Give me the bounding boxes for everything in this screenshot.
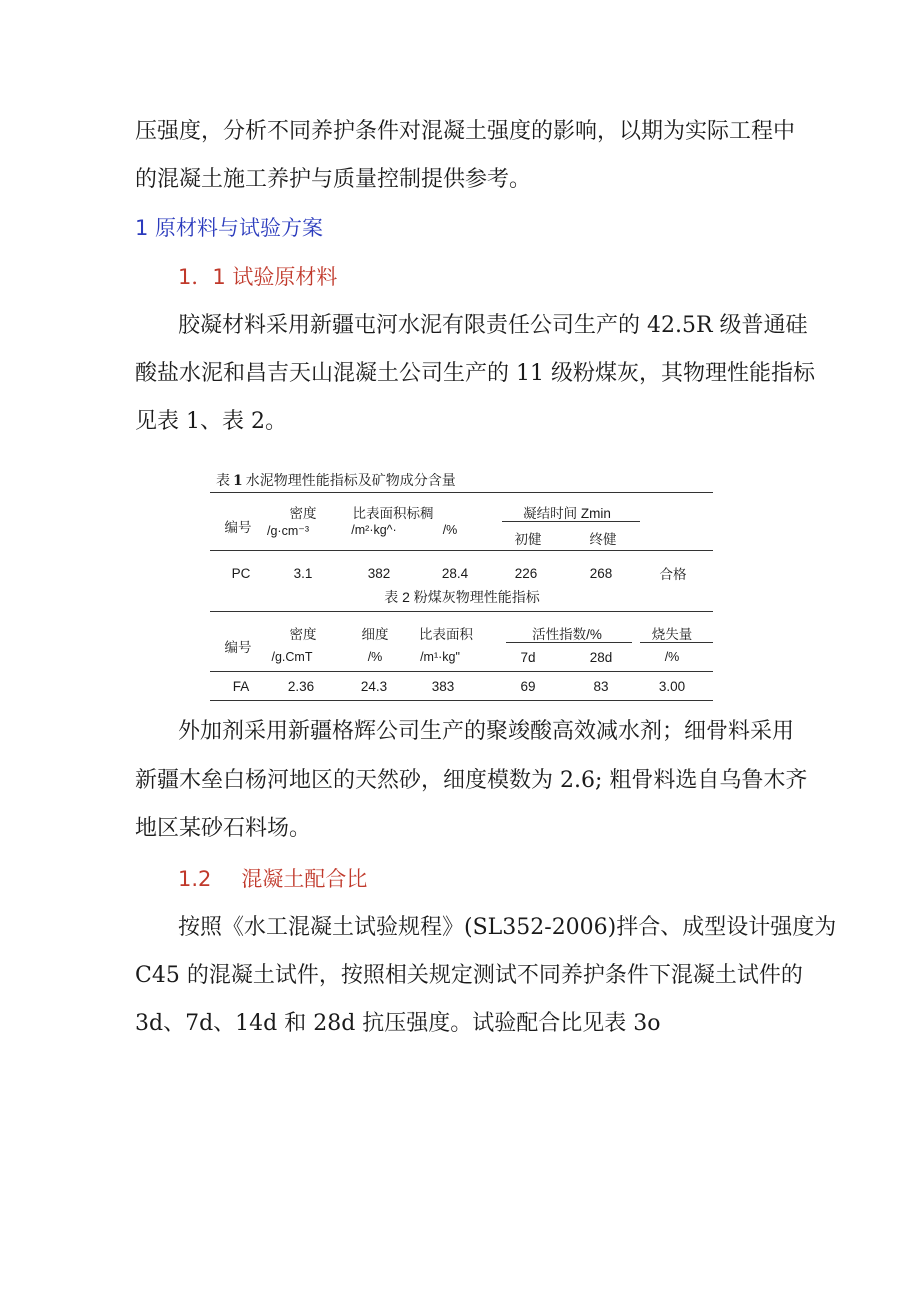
table-2-caption: 表 2 粉煤灰物理性能指标 xyxy=(384,589,540,605)
paragraph-line: C45 的混凝土试件，按照相关规定测试不同养护条件下混凝土试件的 xyxy=(135,963,803,988)
paragraph-line: 按照《水工混凝土试验规程》(SL352-2006)拌合、成型设计强度为 xyxy=(178,915,837,940)
header-fineness: 细度 xyxy=(361,627,389,642)
cell-final: 268 xyxy=(589,566,613,581)
header-code: 编号 xyxy=(224,520,252,535)
header-density: 密度 xyxy=(289,506,317,521)
header-28d: 28d xyxy=(589,650,613,665)
header-density-unit: /g·cm⁻³ xyxy=(266,524,310,538)
cell-density: 2.36 xyxy=(287,679,315,694)
cell-fineness: 24.3 xyxy=(360,679,388,694)
paragraph-line: 的混凝土施工养护与质量控制提供参考。 xyxy=(135,167,532,192)
table-rule xyxy=(210,611,713,612)
paragraph-line: 新疆木垒白杨河地区的天然砂，细度模数为 2.6; 粗骨料选自乌鲁木齐 xyxy=(135,768,808,793)
paragraph-line: 见表 1、表 2。 xyxy=(135,409,287,434)
header-initial: 初健 xyxy=(514,532,542,547)
header-surface: 比表面积 xyxy=(419,627,473,642)
cell-code: PC xyxy=(231,566,251,581)
cell-surface: 382 xyxy=(367,566,391,581)
paragraph-line: 外加剂采用新疆格辉公司生产的聚竣酸高效减水剂；细骨料采用 xyxy=(178,719,795,744)
cell-7d: 69 xyxy=(520,679,536,694)
table-1 xyxy=(210,470,713,590)
table-rule xyxy=(210,492,713,493)
section-number: 1.2 xyxy=(178,867,212,891)
cell-28d: 83 xyxy=(593,679,609,694)
header-activity: 活性指数/% xyxy=(532,627,602,642)
header-density-unit: /g.CmT xyxy=(271,650,313,664)
cell-surface: 383 xyxy=(431,679,455,694)
cell-percent: 28.4 xyxy=(441,566,469,581)
table-rule xyxy=(210,671,713,672)
table-rule xyxy=(640,642,713,643)
paragraph-line: 压强度，分析不同养护条件对混凝土强度的影响，以期为实际工程中 xyxy=(135,119,796,144)
section-heading-1-2 xyxy=(178,865,367,893)
cell-result: 合格 xyxy=(659,567,687,582)
table-1-caption: 表 1 水泥物理性能指标及矿物成分含量 xyxy=(216,472,456,489)
table-rule xyxy=(210,550,713,551)
paragraph-line: 地区某砂石料场。 xyxy=(135,816,312,841)
header-code: 编号 xyxy=(224,640,252,655)
header-surface-unit: /m²·kg^· xyxy=(351,523,397,537)
header-surface: 比表面积标稠 xyxy=(352,506,434,521)
cell-density: 3.1 xyxy=(293,566,313,581)
header-loss: 烧失量 xyxy=(651,627,693,642)
section-title: 混凝土配合比 xyxy=(241,867,368,891)
header-final: 终健 xyxy=(589,532,617,547)
table-rule xyxy=(502,521,640,522)
section-heading-1: 1 原材料与试验方案 xyxy=(135,216,324,240)
header-percent: /% xyxy=(442,523,458,537)
cell-code: FA xyxy=(232,679,250,694)
header-fineness-unit: /% xyxy=(367,650,383,664)
header-surface-unit: /m¹·kg" xyxy=(420,650,460,664)
paragraph-line: 3d、7d、14d 和 28d 抗压强度。试验配合比见表 3o xyxy=(135,1011,661,1036)
cell-initial: 226 xyxy=(514,566,538,581)
table-2 xyxy=(210,585,713,705)
header-setting-time: 凝结时间 Zmin xyxy=(523,506,611,521)
paragraph-line: 胶凝材料采用新疆屯河水泥有限责任公司生产的 42.5R 级普通硅 xyxy=(178,313,808,338)
table-rule xyxy=(506,642,632,643)
header-density: 密度 xyxy=(289,627,317,642)
cell-loss: 3.00 xyxy=(658,679,686,694)
table-rule xyxy=(210,700,713,701)
section-heading-1-1: 1．1 试验原材料 xyxy=(178,265,338,289)
paragraph-line: 酸盐水泥和昌吉天山混凝土公司生产的 11 级粉煤灰，其物理性能指标 xyxy=(135,361,815,386)
header-loss-unit: /% xyxy=(664,650,680,664)
header-7d: 7d xyxy=(520,650,536,665)
